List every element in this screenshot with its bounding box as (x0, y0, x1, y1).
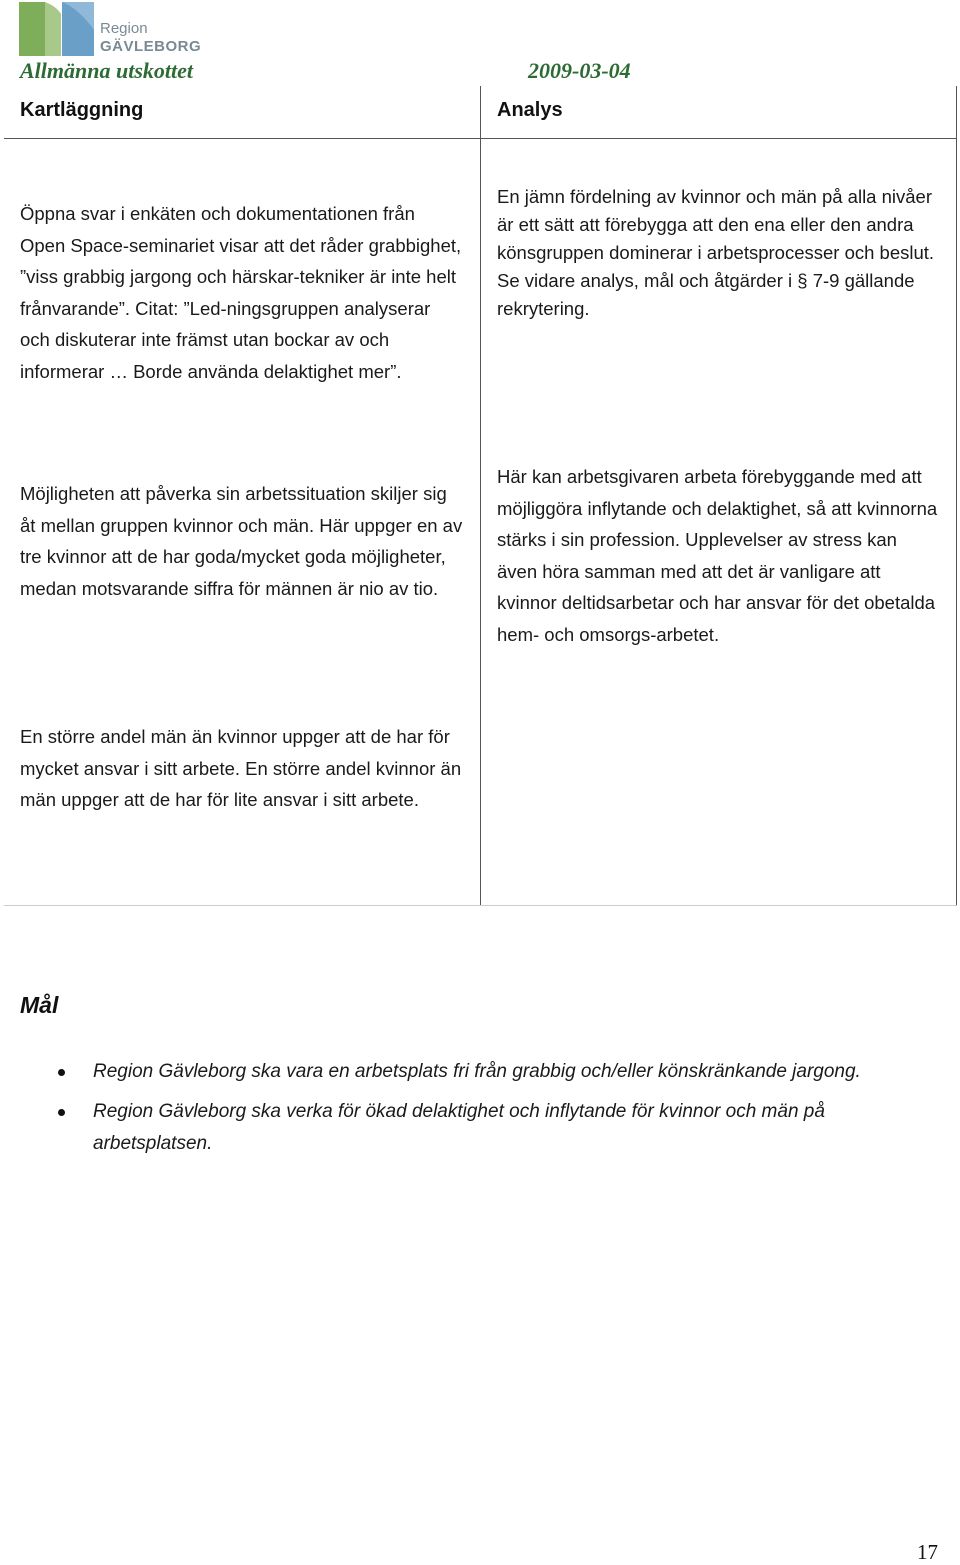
document-date: 2009-03-04 (528, 58, 631, 83)
bullet-icon (58, 1109, 65, 1116)
logo-line-region: Region (100, 20, 148, 37)
kartlaggning-paragraph-2: Möjligheten att påverka sin arbetssituation skiljer sig åt mellan gruppen kvinnor och män. Här uppger en av tre kvinnor att de har goda/mycket goda möjligheter, medan motsvarande siffra för männen är nio av tio. (20, 483, 463, 599)
table-column-divider (480, 86, 481, 905)
goals-list (50, 1056, 930, 1168)
goals-heading: Mål (20, 992, 59, 1018)
region-gavleborg-logo (18, 0, 202, 60)
committee-name: Allmänna utskottet (20, 58, 193, 83)
analys-paragraph-1: En jämn fördelning av kvinnor och män på alla nivåer är ett sätt att förebygga att den ena eller den andra könsgruppen dominerar i arbetsprocesser och beslut. Se vidare analys, mål och åtgärder i § 7-9 gällande rekrytering. (497, 186, 935, 319)
logo-line-gavleborg: GÄVLEBORG (100, 38, 202, 55)
goal-text: Region Gävleborg ska vara en arbetsplats fri från grabbig och/eller könskränkande jargong. (93, 1061, 861, 1082)
kartlaggning-paragraph-3: En större andel män än kvinnor uppger att de har för mycket ansvar i sitt arbete. En större andel kvinnor än män uppger att de har för lite ansvar i sitt arbete. (20, 726, 462, 810)
goal-item (50, 1056, 930, 1088)
table-right-border (956, 86, 957, 905)
logo-text (100, 20, 201, 56)
table-bottom-border (4, 905, 957, 906)
analys-paragraph-2: Här kan arbetsgivaren arbeta förebyggande med att möjliggöra inflytande och delaktighet, så att kvinnorna stärks i sin profession. Upplevelser av stress kan även höra samman med att det är vanligare att kvinnor deltidsarbetar och har ansvar för det obetalda hem- och omsorgs-arbetet. (497, 466, 938, 645)
bullet-icon (58, 1069, 65, 1076)
column-header-kartlaggning: Kartläggning (20, 99, 144, 121)
kartlaggning-paragraph-1: Öppna svar i enkäten och dokumentationen från Open Space-seminariet visar att det råder grabbighet, ”viss grabbig jargong och härskar-tekniker är inte helt frånvarande”. Citat: ”Led-ningsgruppen analyserar och diskuterar inte främst utan bockar av och informerar … Borde använda delaktighet mer”. (20, 203, 462, 382)
page-number: 17 (917, 1540, 938, 1564)
column-header-analys: Analys (497, 99, 563, 121)
goal-item (50, 1096, 930, 1160)
goal-text: Region Gävleborg ska verka för ökad delaktighet och inflytande för kvinnor och män på arbetsplatsen. (93, 1101, 825, 1154)
